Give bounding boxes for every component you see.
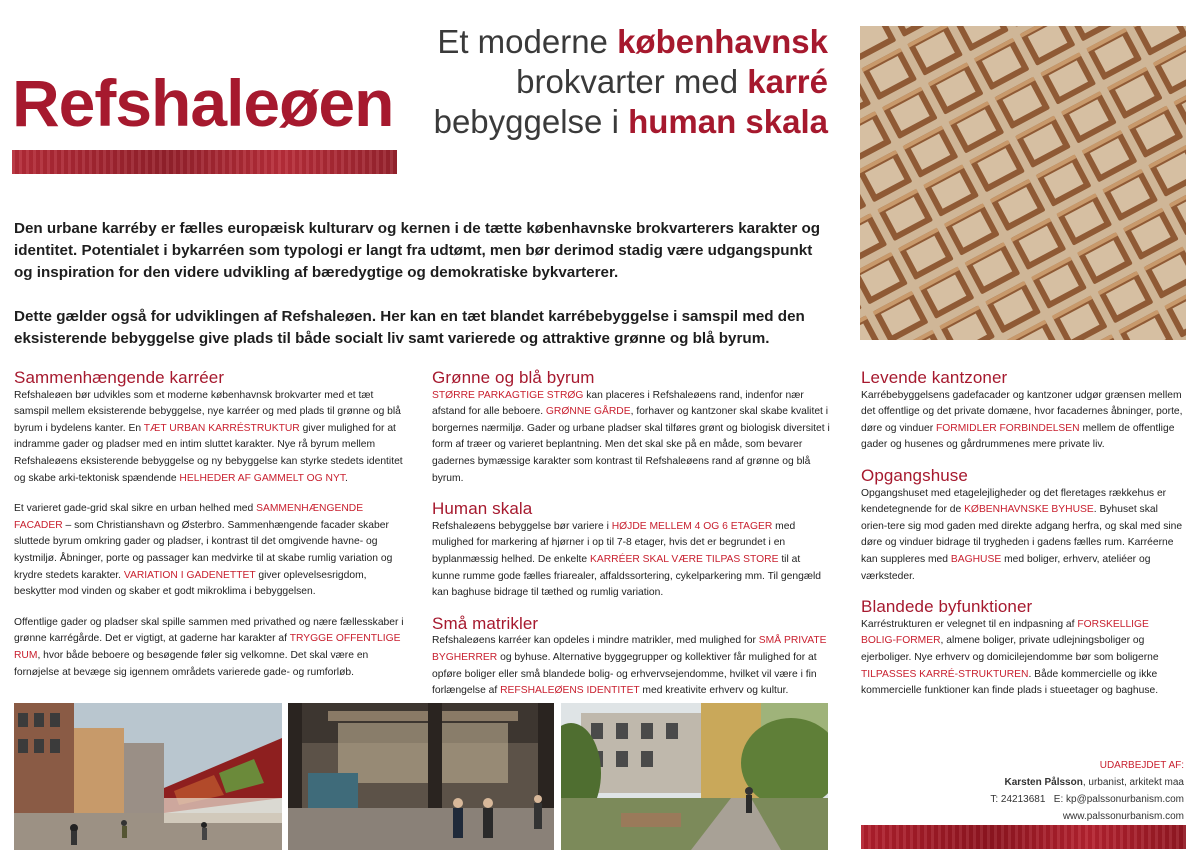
highlight-text: TRYGGE OFFENTLIGE RUM <box>14 633 401 661</box>
tagline-emphasis: karré <box>747 63 828 100</box>
section-paragraph: Et varieret gade-grid skal sikre en urban helhed med SAMMENHÆNGENDE FACADER – som Christianshavn og Østerbro. Sammenhængende facader skaber sluttede byrum omkring gader og pladser, i kontrast til det omgivende havne- og kystmiljø. Åbninger, porte og passager kan medvirke til at skabe rumlig variation og krydre stedets karakter. VARIATION I GADENETTET giver oplevelsesrigdom, beskytter mod vinden og skaber et godt mikroklima i bebyggelsen. <box>14 503 393 598</box>
highlight-text: HØJDE MELLEM 4 OG 6 ETAGER <box>611 520 773 532</box>
courtyard-photo <box>561 703 828 850</box>
section-heading: Sammenhængende karréer <box>14 368 225 387</box>
credits-name: Karsten Pålsson <box>1004 777 1083 788</box>
highlight-text: SAMMENHÆNGENDE FACADER <box>14 503 364 531</box>
footer-bar <box>861 825 1186 849</box>
highlight-text: KØBENHAVNSKE BYHUSE <box>964 504 1094 516</box>
section-paragraph: Offentlige gader og pladser skal spille sammen med privathed og nære fællesskaber i grønne karrégårde. Det er vigtigt, at gaderne har karakter af TRYGGE OFFENTLIGE RUM, hvor både beboere og besøgende føler sig velkomne. Det skal være en fornøjelse at bevæge sig igennem områdets varierede gade- og rumforløb. <box>14 616 404 678</box>
tagline-emphasis: human skala <box>628 103 828 140</box>
highlight-text: REFSHALEØENS IDENTITET <box>500 685 640 697</box>
section-heading: Human skala <box>432 499 533 519</box>
section-heading: Levende kantzoner <box>861 368 1008 387</box>
credits-label: UDARBEJDET AF: <box>1099 760 1184 771</box>
column-left <box>14 370 408 695</box>
tagline-text: bebyggelse i <box>433 103 629 140</box>
column-middle <box>432 370 830 714</box>
column-right <box>861 370 1186 714</box>
tagline-text: Et moderne <box>437 23 618 60</box>
highlight-text: TILPASSES KARRÉ-STRUKTUREN <box>861 668 1029 680</box>
hall-photo <box>288 703 554 850</box>
highlight-text: HELHEDER AF GAMMELT OG NYT <box>179 472 345 484</box>
page-title: Refshaleøen <box>12 66 394 140</box>
highlight-text: FORSKELLIGE BOLIG-FORMER <box>861 618 1149 647</box>
highlight-text: FORMIDLER FORBINDELSEN <box>935 422 1080 434</box>
highlight-text: SMÅ PRIVATE BYGHERRER <box>432 635 827 663</box>
street-photo <box>14 703 282 850</box>
tagline <box>358 22 828 142</box>
section-heading: Opgangshuse <box>861 465 968 485</box>
intro-paragraph: Den urbane karréby er fælles europæisk kulturarv og kernen i de tætte københavnske brokvarterers karakter og identitet. Potentialet i bykarréen som typologi er langt fra udtømt, men bør derimod stadig være udgangspunkt og inspiration for den videre udvikling af bæredygtige og demokratiske bykvarterer. <box>14 220 821 281</box>
section-heading: Grønne og blå byrum <box>432 368 595 387</box>
section-paragraph: Refshaleøens karréer kan opdeles i mindre matrikler, med mulighed for SMÅ PRIVATE BYGHERRER og byhuse. Alternative byggegrupper og kollektiver får mulighed for at opføre boliger eller små blandede bolig- og erhvervsejendomme, hvilket vil være i fin forlængelse af REFSHALEØENS IDENTITET med kreativite erhverv og kultur. <box>432 635 827 697</box>
highlight-text: VARIATION I GADENETTET <box>123 569 256 581</box>
intro-paragraph: Dette gælder også for udviklingen af Refshaleøen. Her kan en tæt blandet karrébebyggelse i samspil med den eksisterende bebyggelse give plads til både socialt liv samt varierede og attraktive grønne og blå byrum. <box>14 308 805 347</box>
credits-block <box>990 757 1184 825</box>
highlight-text: BAGHUSE <box>950 553 1002 565</box>
section-paragraph: Opgangshuset med etagelejligheder og det fleretages rækkehus er kendetegnende for de KØBENHAVNSKE BYHUSE. Byhuset skal orien-tere sig mod gaden med direkte adgang herfra, og skal med sine døre og vinduer bidrage til trygheden i gadens fælles rum. Karréerne kan suppleres med BAGHUSE med boliger, erhverv, ateliéer og værksteder. <box>861 487 1183 582</box>
credits-role: , urbanist, arkitekt maa <box>1082 777 1184 788</box>
highlight-text: TÆT URBAN KARRÉSTRUKTUR <box>143 422 300 434</box>
section-paragraph: STØRRE PARKAGTIGE STRØG kan placeres i Refshaleøens rand, indenfor nær afstand for alle beboere. GRØNNE GÅRDE, forhaver og kantzoner skal skabe kvalitet i borgernes nærmiljø. Gader og urbane pladser skal tilføres grønt og biologisk diversitet i form af træer og varieret beplantning. Men det skal ske på en måde, som bevarer gadernes bymæssige karakter som kontrast til Refshaleøens rand af grønne og blå byrum. <box>432 389 830 484</box>
section-paragraph: Refshaleøen bør udvikles som et moderne københavnsk brokvarter med et tæt samspil mellem eksisterende bebyggelse, nye karréer og med plads til grønne og blå byrum i bydelens kanter. En TÆT URBAN KARRÉSTRUKTUR giver mulighed for at indramme gader og pladser med en intim sluttet karakter. Nye rå byrum mellem Refshaleøens eksisterende bebyggelse og ny bebyggelse kan styrke stedets identitet og skabe arki-tektonisk spændende HELHEDER AF GAMMELT OG NYT. <box>14 389 403 484</box>
tagline-text: brokvarter med <box>516 63 748 100</box>
credits-email[interactable]: E: kp@palssonurbanism.com <box>1053 794 1184 805</box>
section-heading: Små matrikler <box>432 613 539 633</box>
section-paragraph: Karréstrukturen er velegnet til en indpasning af FORSKELLIGE BOLIG-FORMER, almene boliger, private udlejningsboliger og ejerboliger. Nye erhverv og domicilejendomme bør som boligerne TILPASSES KARRÉ-STRUKTUREN. Både kommercielle og ikke kommercielle funktioner kan finde plads i stueetager og baghuse. <box>861 618 1159 697</box>
section-paragraph: Refshaleøens bebyggelse bør variere i HØJDE MELLEM 4 OG 6 ETAGER med mulighed for markering af hjørner i op til 7-8 etager, hvis det er begrundet i en byplanmæssig helhed. De enkelte KARRÉER SKAL VÆRE TILPAS STORE til at kunne rumme gode fælles friarealer, affaldssortering, cykelparkering mm. Til gengæld kan baghuse bidrage til tæthed og rumlig variation. <box>432 520 821 599</box>
tagline-emphasis: københavnsk <box>617 23 828 60</box>
city-model-image <box>860 26 1186 340</box>
highlight-text: GRØNNE GÅRDE <box>545 406 631 418</box>
title-underline-bar <box>12 150 397 174</box>
section-heading: Blandede byfunktioner <box>861 597 1033 617</box>
highlight-text: KARRÉER SKAL VÆRE TILPAS STORE <box>589 553 779 565</box>
section-paragraph: Karrébebyggelsens gadefacader og kantzoner udgør grænsen mellem det offentlige og det private domæne, hvor facadernes åbninger, porte, døre og vinduer FORMIDLER FORBINDELSEN mellem de offentlige gader og husenes og gårdrummenes mere private liv. <box>861 389 1183 451</box>
credits-phone: T: 24213681 <box>990 794 1046 805</box>
highlight-text: STØRRE PARKAGTIGE STRØG <box>432 389 584 401</box>
credits-web[interactable]: www.palssonurbanism.com <box>1062 811 1184 822</box>
intro-text <box>14 218 834 350</box>
